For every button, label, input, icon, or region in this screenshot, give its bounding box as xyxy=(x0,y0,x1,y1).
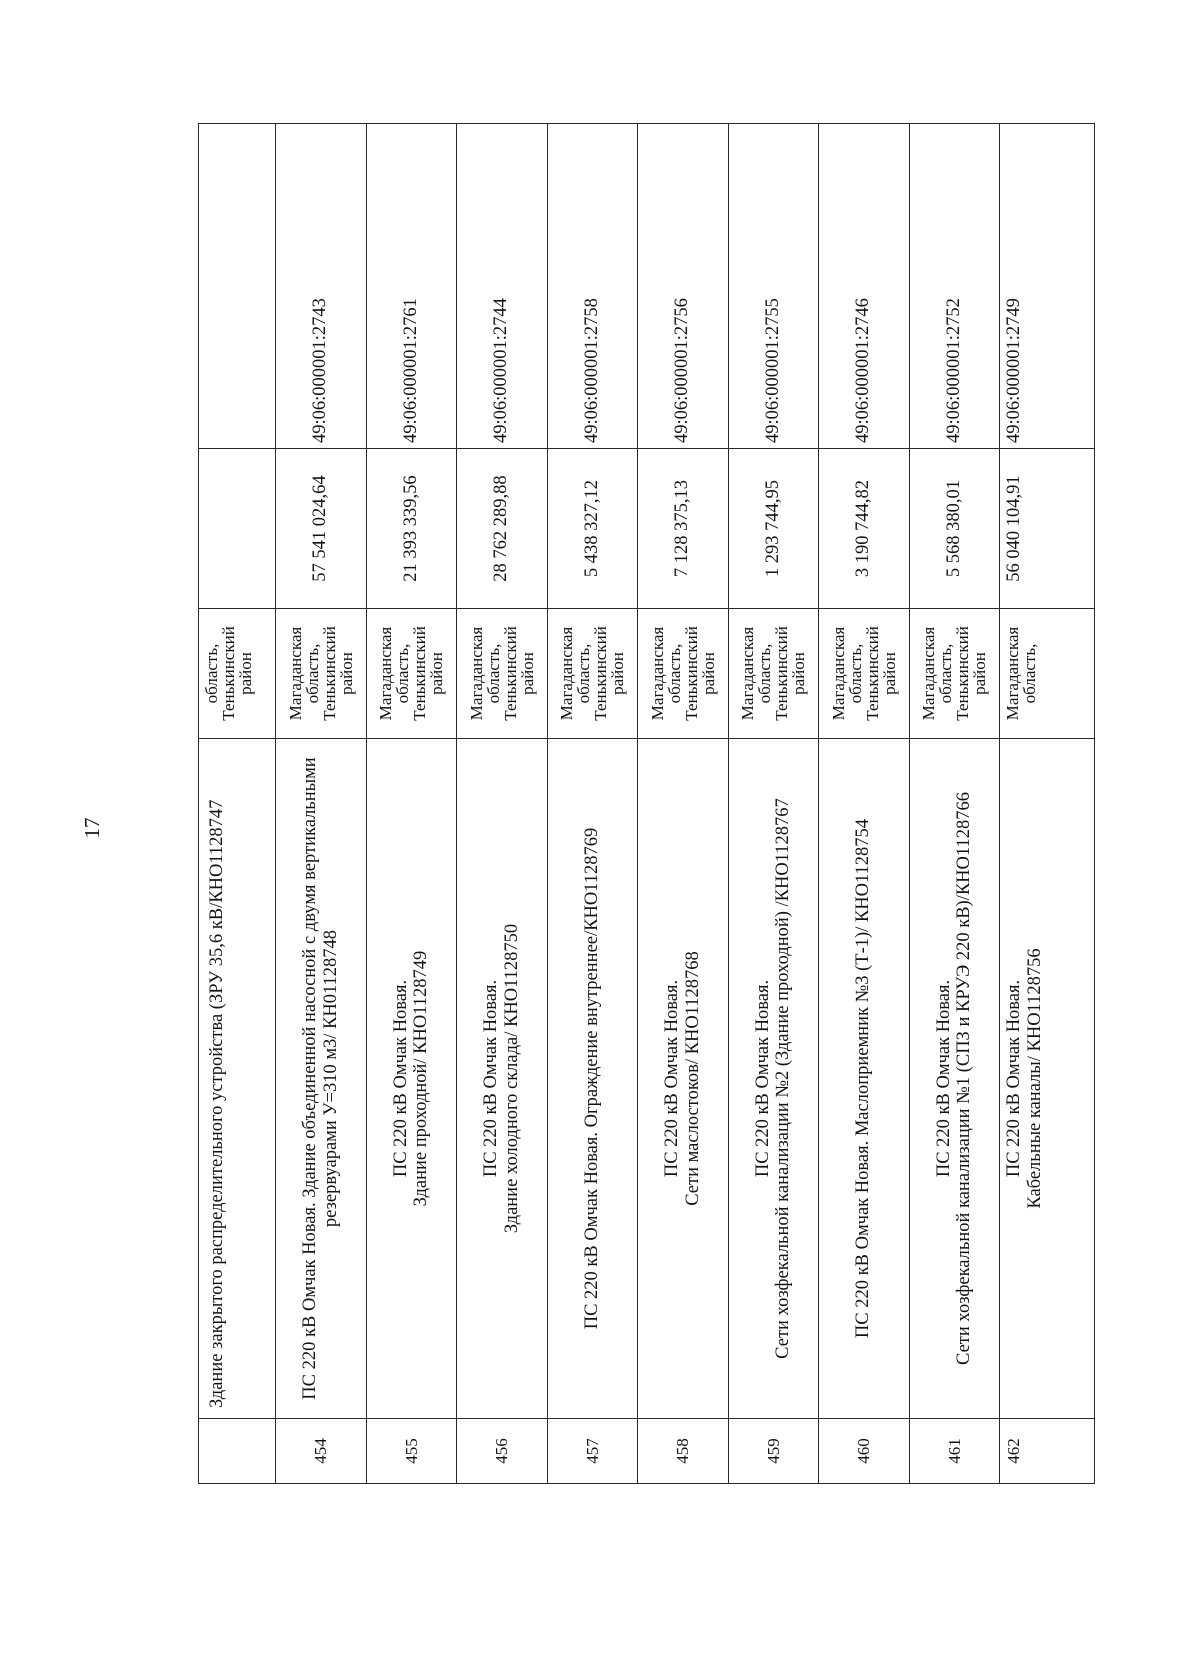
name-line: резервуарами У=310 м3/ КН01128748 xyxy=(320,929,341,1228)
location-line: область, xyxy=(202,643,221,704)
cell-number: 460 xyxy=(819,1419,910,1484)
table-body xyxy=(199,124,1095,1484)
name-line: Сети хозфекальной канализации №1 (СПЗ и КРУЭ 220 кВ)/КНО1128766 xyxy=(954,792,975,1365)
location-line: Магаданская xyxy=(828,626,848,721)
table-row xyxy=(909,124,1000,1484)
property-table-rotated xyxy=(198,124,1072,1484)
cell-number: 456 xyxy=(457,1419,548,1484)
location-line: область, xyxy=(664,643,684,704)
cell-cost: 57 541 024,64 xyxy=(276,449,367,609)
name-line: ПС 220 кВ Омчак Новая. Здание объединенной насосной с двумя вертикальными xyxy=(300,757,321,1400)
location-line: район xyxy=(336,652,356,695)
name-line: Здание проходной/ КНО1128749 xyxy=(411,950,432,1207)
name-line: ПС 220 кВ Омчак Новая. xyxy=(752,979,773,1178)
location-line: Тенькинский xyxy=(862,626,882,721)
location-line: район xyxy=(789,652,809,695)
location-line: область, xyxy=(845,643,865,704)
table-row xyxy=(819,124,910,1484)
cell-number: 458 xyxy=(638,1419,729,1484)
cell-name xyxy=(819,739,910,1419)
location-line: Магаданская xyxy=(376,626,396,721)
cell-location xyxy=(547,609,638,739)
cell-name xyxy=(276,739,367,1419)
cell-cost: 28 762 289,88 xyxy=(457,449,548,609)
cell-name xyxy=(638,739,729,1419)
location-line: область, xyxy=(483,643,503,704)
cell-name xyxy=(366,739,457,1419)
location-line: область, xyxy=(1020,643,1039,704)
location-line: Тенькинский xyxy=(219,626,238,721)
location-line: область, xyxy=(302,643,322,704)
location-line: Тенькинский xyxy=(319,626,339,721)
name-line: Здание холодного склада/ КНО1128750 xyxy=(501,923,522,1234)
location-line: область, xyxy=(936,643,956,704)
cell-cadastral xyxy=(199,124,276,449)
cell-cost xyxy=(199,449,276,609)
cell-number: 461 xyxy=(909,1419,1000,1484)
cell-number xyxy=(199,1419,276,1484)
cell-location xyxy=(909,609,1000,739)
name-line: Здание закрытого распределительного устройства (ЗРУ 35,6 кВ/КНО1128747 xyxy=(207,799,227,1408)
cell-name xyxy=(909,739,1000,1419)
name-line: ПС 220 кВ Омчак Новая. xyxy=(933,979,954,1178)
cell-number: 457 xyxy=(547,1419,638,1484)
cell-cadastral: 49:06:000001:2746 xyxy=(819,124,910,449)
table-row xyxy=(276,124,367,1484)
cell-location xyxy=(199,609,276,739)
cell-name xyxy=(728,739,819,1419)
cell-location xyxy=(276,609,367,739)
cell-number: 462 xyxy=(1000,1419,1095,1484)
name-line: ПС 220 кВ Омчак Новая. xyxy=(390,979,411,1178)
cell-location xyxy=(819,609,910,739)
location-line: Тенькинский xyxy=(500,626,520,721)
cell-number: 454 xyxy=(276,1419,367,1484)
name-line: ПС 220 кВ Омчак Новая. xyxy=(481,979,502,1178)
name-line: ПС 220 кВ Омчак Новая. xyxy=(1004,979,1024,1178)
location-line: район xyxy=(517,652,537,695)
location-line: Магаданская xyxy=(1003,626,1022,721)
cell-name xyxy=(457,739,548,1419)
cell-cost: 1 293 744,95 xyxy=(728,449,819,609)
cell-location xyxy=(366,609,457,739)
name-line: Сети маслостоков/ КНО1128768 xyxy=(682,951,703,1206)
name-line: Кабельные каналы/ КНО1128756 xyxy=(1024,948,1045,1209)
cell-cost: 3 190 744,82 xyxy=(819,449,910,609)
cell-name xyxy=(547,739,638,1419)
location-line: Магаданская xyxy=(919,626,939,721)
table-row xyxy=(457,124,548,1484)
cell-cadastral: 49:06:000001:2761 xyxy=(366,124,457,449)
location-line: Магаданская xyxy=(285,626,305,721)
table-row xyxy=(728,124,819,1484)
cell-cadastral: 49:06:000001:2749 xyxy=(1000,124,1095,449)
cell-location xyxy=(728,609,819,739)
cell-location xyxy=(457,609,548,739)
location-line: район xyxy=(970,652,990,695)
cell-cadastral: 49:06:000001:2758 xyxy=(547,124,638,449)
cell-name xyxy=(1000,739,1095,1419)
cell-cadastral: 49:06:000001:2756 xyxy=(638,124,729,449)
location-line: район xyxy=(879,652,899,695)
location-line: Магаданская xyxy=(647,626,667,721)
location-line: район xyxy=(427,652,447,695)
cell-cadastral: 49:06:000001:2744 xyxy=(457,124,548,449)
cell-cost: 21 393 339,56 xyxy=(366,449,457,609)
table-row xyxy=(1000,124,1095,1484)
cell-location xyxy=(638,609,729,739)
cell-cadastral: 49:06:000001:2755 xyxy=(728,124,819,449)
name-line: ПС 220 кВ Омчак Новая. xyxy=(662,979,683,1178)
cell-location xyxy=(1000,609,1095,739)
location-line: район xyxy=(698,652,718,695)
cell-cost: 5 568 380,01 xyxy=(909,449,1000,609)
location-line: Магаданская xyxy=(738,626,758,721)
cell-cadastral: 49:06:000001:2743 xyxy=(276,124,367,449)
location-line: район xyxy=(608,652,628,695)
cell-number: 455 xyxy=(366,1419,457,1484)
location-line: Магаданская xyxy=(466,626,486,721)
name-line: ПС 220 кВ Омчак Новая. Маслоприемник №3 (Т-1)/ КНО1128754 xyxy=(853,818,874,1339)
location-line: Тенькинский xyxy=(591,626,611,721)
property-table xyxy=(198,123,1095,1484)
name-line: Сети хозфекальной канализации №2 (Здание проходной) /КНО1128767 xyxy=(773,798,794,1359)
cell-cadastral: 49:06:000001:2752 xyxy=(909,124,1000,449)
cell-cost: 56 040 104,91 xyxy=(1000,449,1095,609)
location-line: Тенькинский xyxy=(410,626,430,721)
location-line: Тенькинский xyxy=(681,626,701,721)
cell-cost: 7 128 375,13 xyxy=(638,449,729,609)
table-row-continuation xyxy=(199,124,276,1484)
location-line: Тенькинский xyxy=(772,626,792,721)
cell-cost: 5 438 327,12 xyxy=(547,449,638,609)
table-row xyxy=(366,124,457,1484)
location-line: область, xyxy=(574,643,594,704)
table-row xyxy=(638,124,729,1484)
location-line: район xyxy=(236,652,255,695)
name-line: ПС 220 кВ Омчак Новая. Ограждение внутреннее/КНО1128769 xyxy=(581,827,602,1330)
location-line: Тенькинский xyxy=(953,626,973,721)
cell-name xyxy=(199,739,276,1419)
table-row xyxy=(547,124,638,1484)
location-line: область, xyxy=(393,643,413,704)
location-line: Магаданская xyxy=(557,626,577,721)
location-line: область, xyxy=(755,643,775,704)
page-number: 17 xyxy=(80,817,104,839)
cell-number: 459 xyxy=(728,1419,819,1484)
